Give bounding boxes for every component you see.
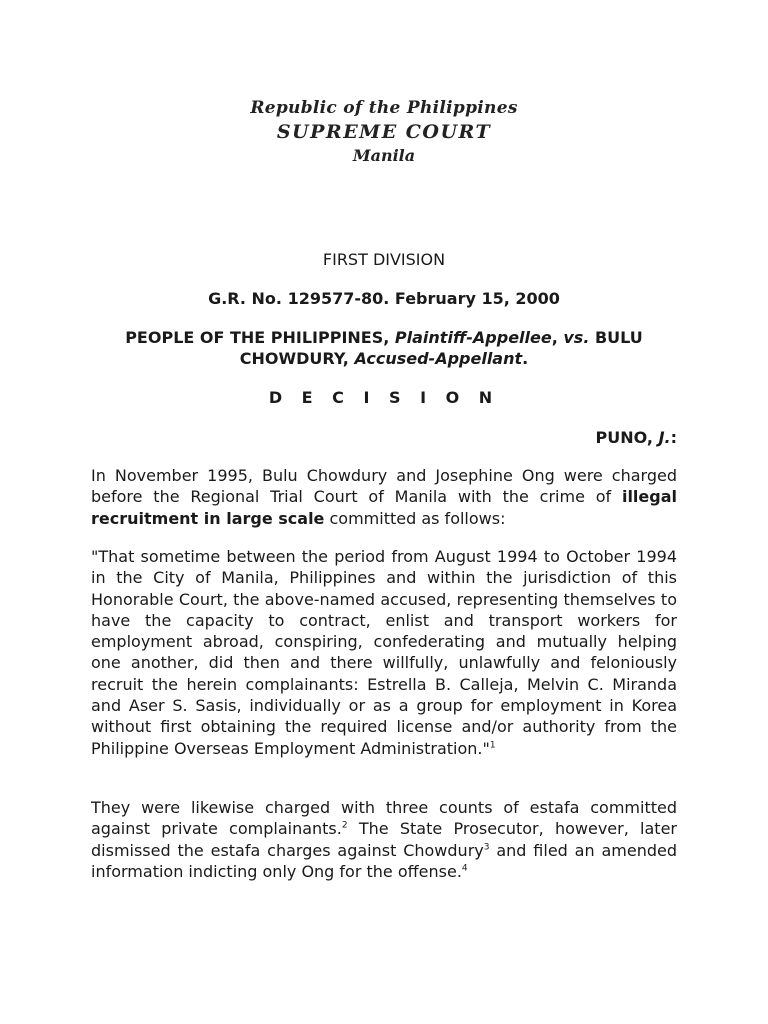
ponente <box>91 427 677 448</box>
paragraph3-part3: and filed an amended information indicting only Ong for the offense. <box>91 840 678 881</box>
header-manila: Manila <box>352 146 416 165</box>
ponente-colon: : <box>670 428 677 447</box>
ponente-title: J. <box>658 428 671 447</box>
footnote-3[interactable]: 3 <box>483 842 490 853</box>
footnote-2[interactable]: 2 <box>341 820 348 831</box>
header-republic: Republic of the Philippines <box>250 98 518 118</box>
footnote-1[interactable]: 1 <box>489 740 496 751</box>
paragraph-information <box>91 546 677 759</box>
paragraph3-part1: They were likewise charged with three counts of estafa committed against private complainants. <box>91 798 677 839</box>
parties-end: . <box>522 349 529 368</box>
header-supreme-court: SUPREME COURT <box>276 121 492 143</box>
versus: vs. <box>563 328 590 347</box>
plaintiff-name: PEOPLE OF THE PHILIPPINES, <box>125 328 390 347</box>
paragraph1-crime: illegal recruitment in large scale <box>91 487 677 528</box>
paragraph-estafa <box>91 797 677 882</box>
paragraph1-start: In November 1995, Bulu Chowdury and Josephine Ong were charged before the Regional Trial Court of Manila with the crime of <box>91 466 677 507</box>
paragraph1-end: committed as follows: <box>324 508 506 528</box>
ponente-name: PUNO, <box>595 428 653 447</box>
court-header <box>91 96 677 168</box>
plaintiff-role: Plaintiff-Appellee <box>394 328 552 347</box>
paragraph-charges <box>91 465 677 529</box>
paragraph3-part2: The State Prosecutor, however, later dismissed the estafa charges against Chowdury <box>91 819 677 860</box>
footnote-4[interactable]: 4 <box>461 863 468 874</box>
case-parties <box>91 327 677 369</box>
accused-name: BULU CHOWDURY, <box>239 328 643 368</box>
division-heading: FIRST DIVISION <box>322 250 446 269</box>
case-number: G.R. No. 129577-80. February 15, 2000 <box>208 289 560 308</box>
accused-role: Accused-Appellant <box>354 349 523 368</box>
paragraph2-text: "That sometime between the period from August 1994 to October 1994 in the City of Manila, Philippines and within the jurisdiction of this Honorable Court, the above-named accused, representing themselves to have the capacity to contract, enlist and transport workers for employment abroad, conspiring, confederating and mutually helping one another, did then and there willfully, unlawfully and feloniously recruit the herein complainants: Estrella B. Calleja, Melvin C. Miranda and Aser S. Sasis, individually or as a group for employment in Korea without first obtaining the required license and/or authority from the Philippine Overseas Employment Administration." <box>91 547 677 758</box>
decision-title: D E C I S I O N <box>268 388 500 407</box>
parties-comma: , <box>551 328 558 347</box>
